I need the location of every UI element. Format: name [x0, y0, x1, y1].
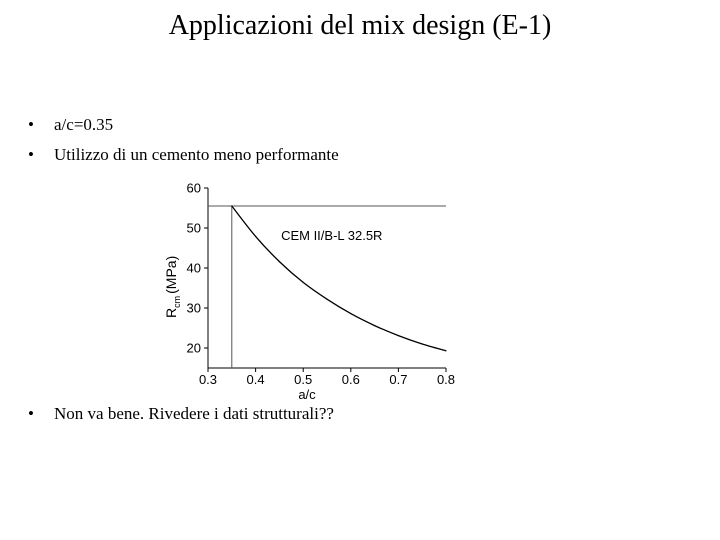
- x-tick-label: 0.3: [198, 372, 218, 387]
- chart-labels: [163, 181, 455, 403]
- series-point: [255, 236, 256, 237]
- x-axis-label: a/c: [298, 387, 316, 402]
- bullet-dot: •: [28, 404, 34, 423]
- x-tick-label: 0.8: [436, 372, 456, 387]
- bullet-item: [28, 115, 113, 135]
- bullet-item: [28, 145, 339, 165]
- y-axis-label: $R_{cm}(MPa)$: [163, 255, 182, 318]
- bullet-item: [28, 404, 334, 424]
- series-point: [326, 299, 327, 300]
- bullet-dot: •: [28, 115, 34, 134]
- x-tick-label: 0.4: [246, 372, 265, 387]
- chart-axes: [204, 188, 446, 372]
- slide-title: Applicazioni del mix design (E-1): [168, 10, 552, 41]
- x-tick-label: 0.5: [294, 372, 313, 387]
- y-tick-label: 50: [186, 220, 201, 236]
- series-point: [350, 313, 351, 314]
- x-tick-label: 0.6: [341, 372, 360, 387]
- series-point: [279, 261, 280, 262]
- series-point: [374, 325, 375, 326]
- series-point: [422, 343, 423, 344]
- x-tick-label: 0.7: [389, 372, 408, 387]
- series-point: [398, 335, 399, 336]
- y-tick-label: 60: [186, 180, 201, 196]
- y-tick-label: 30: [186, 300, 201, 316]
- bullet-dot: •: [28, 145, 34, 164]
- series-point: [445, 350, 446, 351]
- y-tick-label: 40: [186, 260, 201, 276]
- bullet-text: Non va bene. Rivedere i dati strutturali??: [54, 404, 334, 423]
- bullet-text: a/c=0.35: [54, 115, 114, 134]
- series-label: CEM II/B-L 32.5R: [281, 228, 383, 243]
- series-point: [231, 205, 232, 206]
- bullet-text: Utilizzo di un cemento meno performante: [54, 145, 339, 164]
- strength-vs-ac-chart: [150, 170, 470, 402]
- y-tick-label: 20: [186, 340, 201, 356]
- series-point: [303, 282, 304, 283]
